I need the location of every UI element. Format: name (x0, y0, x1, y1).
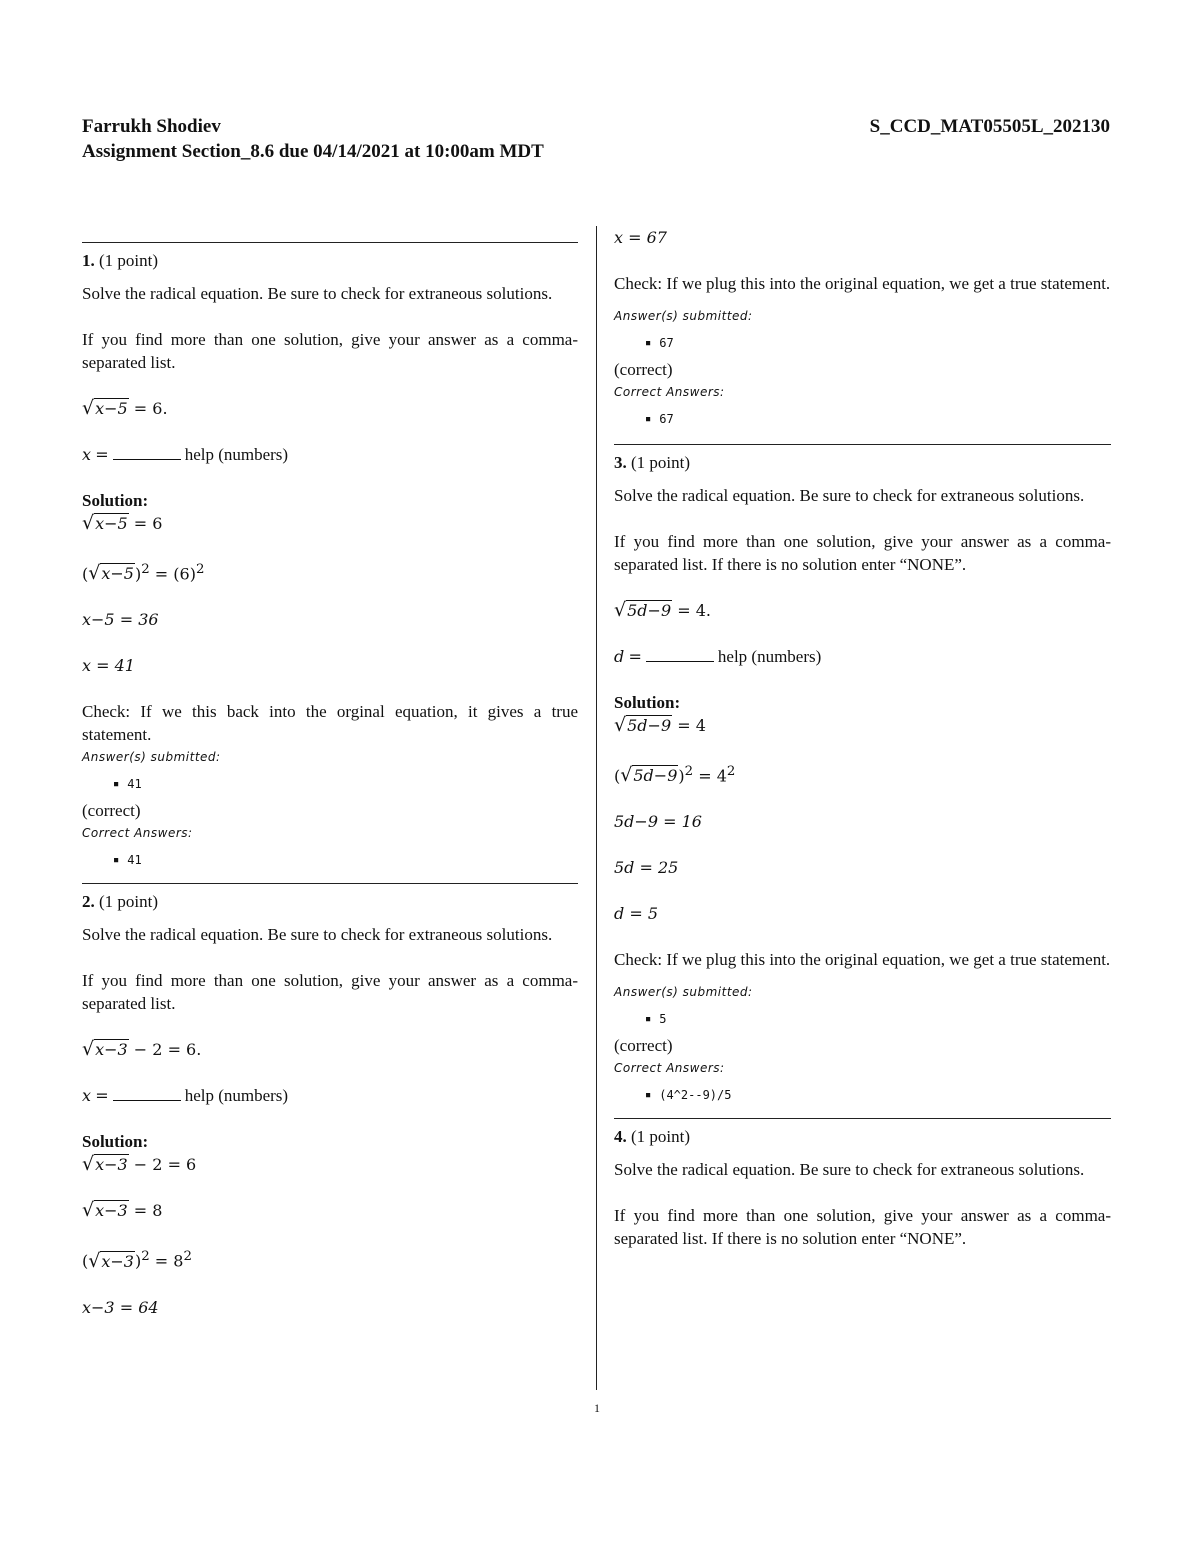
problem-points: (1 point) (631, 453, 691, 472)
multi-solution-note: If you find more than one solution, give your answer as a comma-separated list. (82, 971, 578, 1014)
correct-status: (correct) (614, 360, 673, 379)
problem-number: 1. (82, 251, 95, 270)
solution-label: Solution: (614, 693, 681, 712)
solution-step: $(√x-3)^2 = 8^2$ (82, 1249, 192, 1272)
solution-step: √x−3 = 8 (82, 1199, 163, 1222)
help-link[interactable]: help (numbers) (184, 445, 289, 464)
solution-step: 5d−9 = 16 (614, 812, 702, 832)
solution-step: x−5 = 36 (82, 610, 159, 630)
solution-step: 5d = 25 (614, 858, 679, 878)
left-column (82, 242, 578, 1329)
problem-1 (82, 242, 578, 873)
problem-points: (1 point) (99, 251, 159, 270)
submitted-label: Answer(s) submitted: (614, 309, 753, 323)
submitted-answer: ■ 41 (130, 773, 578, 797)
check-text: Check: If we this back into the orginal equation, it gives a true statement. (82, 702, 578, 745)
multi-solution-note: If you find more than one solution, give your answer as a comma-separated list. (82, 330, 578, 372)
solution-step: x = 67 (614, 228, 667, 247)
solution-step: x = 41 (82, 656, 135, 676)
answer-input[interactable] (113, 1086, 181, 1101)
multi-solution-note: If you find more than one solution, give your answer as a comma-separated list. If there is no solution enter “NONE”. (614, 532, 1111, 574)
answer-input[interactable] (646, 647, 714, 662)
multi-solution-note: If you find more than one solution, give your answer as a comma-separated list. If there is no solution enter “NONE”. (614, 1206, 1111, 1249)
solution-step: $(√x-5)^2 = (6)^2$ (82, 562, 205, 585)
correct-answer: ■ (4^2--9)/5 (662, 1084, 1111, 1108)
solution-step: √x−5 = 6 (82, 512, 163, 534)
student-name: Farrukh Shodiev (82, 116, 221, 137)
problem-instruction: Solve the radical equation. Be sure to check for extraneous solutions. (614, 486, 1085, 505)
solution-step: d = 5 (614, 904, 658, 924)
correct-answer: ■ 67 (662, 408, 1111, 432)
problem-4 (614, 1118, 1111, 1250)
answer-row: x = help (numbers) (82, 445, 289, 464)
solution-step: √x−3 − 2 = 6 (82, 1153, 197, 1176)
help-link[interactable]: help (numbers) (717, 647, 822, 666)
course-code: S_CCD_MAT05505L_202130 (869, 116, 1110, 137)
submitted-label: Answer(s) submitted: (614, 985, 753, 1000)
problem-number: 3. (614, 453, 627, 472)
problem-instruction: Solve the radical equation. Be sure to check for extraneous solutions. (82, 925, 553, 945)
page-number: 1 (594, 1401, 600, 1415)
problem-instruction: Solve the radical equation. Be sure to check for extraneous solutions. (614, 1160, 1085, 1180)
solution-label: Solution: (82, 491, 149, 510)
check-text: Check: If we plug this into the original equation, we get a true statement. (614, 274, 1111, 293)
problem-number: 4. (614, 1127, 627, 1147)
problem-2 (82, 883, 578, 1318)
problem-points: (1 point) (99, 892, 159, 912)
problem-number: 2. (82, 892, 95, 912)
equation: √x−3 − 2 = 6. (82, 1038, 202, 1061)
problem-instruction: Solve the radical equation. Be sure to check for extraneous solutions. (82, 284, 553, 303)
submitted-answer: ■ 67 (662, 332, 1111, 356)
correct-answers-label: Correct Answers: (614, 1061, 725, 1076)
correct-answer: ■ 41 (130, 849, 578, 873)
solution-step: √5d−9 = 4 (614, 714, 706, 736)
solution-step: x−3 = 64 (82, 1297, 159, 1317)
correct-status: (correct) (614, 1036, 673, 1056)
answer-row: d = help (numbers) (614, 647, 822, 666)
correct-status: (correct) (82, 801, 141, 821)
solution-step: $(√5d-9)^2 = 4^2$ (614, 764, 736, 787)
correct-answers-label: Correct Answers: (614, 385, 725, 399)
correct-answers-label: Correct Answers: (82, 826, 193, 841)
equation: √x−5 = 6. (82, 397, 168, 419)
check-text: Check: If we plug this into the original equation, we get a true statement. (614, 950, 1111, 970)
submitted-answer: ■ 5 (662, 1008, 1111, 1032)
solution-label: Solution: (82, 1132, 149, 1152)
equation: √5d−9 = 4. (614, 599, 711, 621)
right-column (614, 226, 1111, 1260)
column-divider (596, 226, 597, 1390)
problem-points: (1 point) (631, 1127, 691, 1147)
assignment-title: Assignment Section_8.6 due 04/14/2021 at 10:00am MDT (82, 141, 544, 162)
help-link[interactable]: help (numbers) (184, 1086, 289, 1106)
answer-input[interactable] (113, 445, 181, 460)
problem-3 (614, 444, 1111, 1108)
answer-row: x = help (numbers) (82, 1086, 289, 1106)
submitted-label: Answer(s) submitted: (82, 750, 221, 765)
